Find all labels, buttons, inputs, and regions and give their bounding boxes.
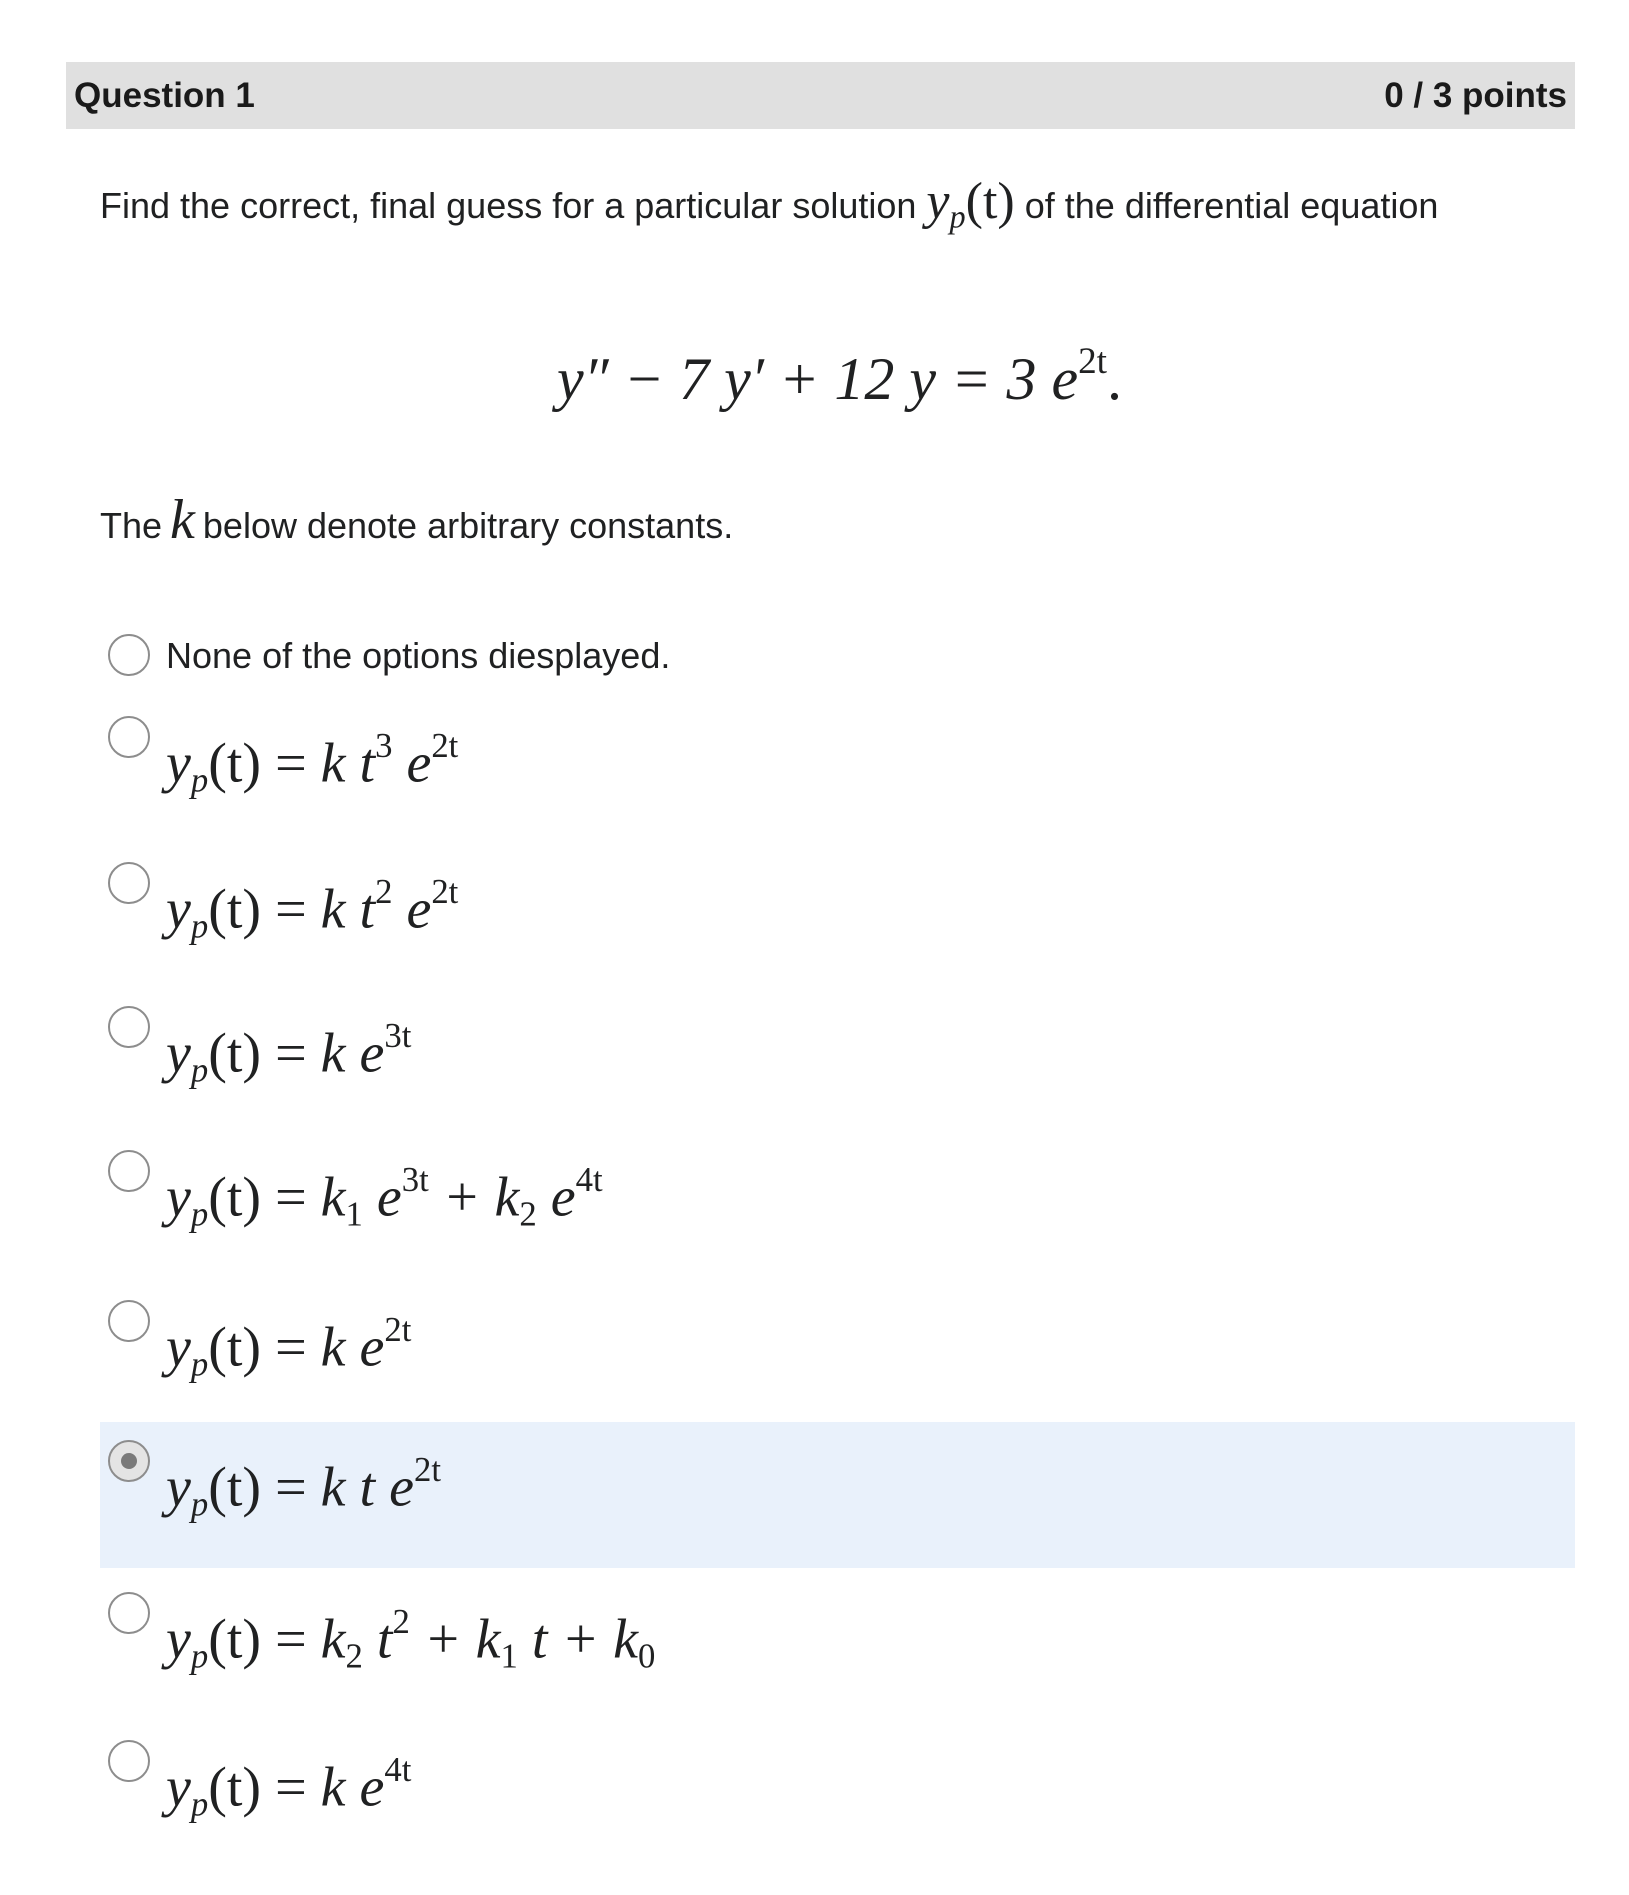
exponent: 2 (392, 1602, 410, 1641)
exponent: 2t (431, 726, 459, 765)
term: k e (320, 1756, 385, 1819)
lhs-y: y (166, 1756, 191, 1819)
term: + k (409, 1608, 501, 1671)
lhs-y: y (166, 1022, 191, 1085)
subscript: 1 (345, 1194, 363, 1234)
equation-exponent: 2t (1078, 341, 1108, 382)
term: e (536, 1166, 576, 1229)
subscript: 2 (519, 1194, 537, 1234)
exponent: 3t (384, 1016, 412, 1055)
option-none[interactable] (100, 634, 1575, 678)
lhs-sub: p (190, 1194, 209, 1234)
term: e (392, 878, 432, 941)
lhs-y: y (166, 1166, 191, 1229)
differential-equation (0, 340, 1629, 414)
lhs-arg: (t) (208, 1456, 262, 1519)
equals-sign: = (261, 1456, 321, 1519)
lhs-sub: p (190, 760, 209, 800)
option-ke2t[interactable] (100, 1300, 1575, 1384)
equals-sign: = (261, 1608, 321, 1671)
yp-arg: (t) (965, 173, 1015, 230)
exponent: 2t (431, 872, 459, 911)
radio-button[interactable] (108, 1740, 150, 1782)
term: + k (428, 1166, 520, 1229)
question-points: 0 / 3 points (1384, 75, 1567, 115)
option-ke3t[interactable] (100, 1006, 1575, 1101)
option-formula (166, 1740, 411, 1835)
note-before: The (100, 505, 163, 546)
radio-button[interactable] (108, 862, 150, 904)
option-k1e3t-k2e4t[interactable] (100, 1150, 1575, 1245)
radio-button[interactable] (108, 634, 150, 676)
lhs-arg: (t) (208, 1316, 262, 1379)
note-after: below denote arbitrary constants. (202, 505, 734, 546)
equals-sign: = (261, 732, 321, 795)
term: k (320, 1608, 346, 1671)
option-label: None of the options diesplayed. (166, 635, 671, 676)
prompt-text-before: Find the correct, final guess for a particular solution (100, 185, 917, 226)
lhs-sub: p (190, 1050, 209, 1090)
option-kte2t[interactable] (100, 1422, 1575, 1568)
lhs-arg: (t) (208, 732, 262, 795)
question-prompt (100, 170, 1560, 249)
term: k e (320, 1022, 385, 1085)
subscript: 0 (638, 1636, 656, 1676)
question-title: Question 1 (74, 75, 255, 115)
equals-sign: = (261, 1316, 321, 1379)
option-ke4t[interactable] (100, 1740, 1575, 1835)
option-formula (166, 1006, 411, 1101)
radio-button[interactable] (108, 1300, 150, 1342)
lhs-arg: (t) (208, 1022, 262, 1085)
constants-note (100, 488, 733, 552)
term: e (362, 1166, 402, 1229)
option-formula (166, 1592, 655, 1687)
radio-button-selected[interactable] (108, 1440, 150, 1482)
subscript: 2 (345, 1636, 363, 1676)
subscript: 1 (500, 1636, 518, 1676)
lhs-y: y (166, 732, 191, 795)
question-header (66, 62, 1575, 129)
exponent: 4t (384, 1750, 412, 1789)
term: k e (320, 1316, 385, 1379)
exponent: 2t (413, 1450, 441, 1489)
lhs-sub: p (190, 1636, 209, 1676)
radio-button[interactable] (108, 1006, 150, 1048)
option-kt2e2t[interactable] (100, 862, 1575, 957)
term: k t e (320, 1456, 414, 1519)
equation-period: . (1107, 346, 1123, 413)
lhs-sub: p (190, 906, 209, 946)
term: t (362, 1608, 393, 1671)
exponent: 4t (575, 1160, 603, 1199)
prompt-text-after: of the differential equation (1024, 185, 1439, 226)
term: t + k (517, 1608, 639, 1671)
prompt-yp-symbol (926, 173, 1015, 235)
note-k-symbol: k (170, 489, 195, 551)
term: k t (320, 878, 376, 941)
radio-button[interactable] (108, 1150, 150, 1192)
equation-body: y″ − 7 y′ + 12 y = 3 e (556, 346, 1079, 413)
radio-button[interactable] (108, 1592, 150, 1634)
option-quadratic[interactable] (100, 1592, 1575, 1687)
yp-y: y (926, 173, 950, 230)
lhs-sub: p (190, 1484, 209, 1524)
exponent: 3t (401, 1160, 429, 1199)
term: e (392, 732, 432, 795)
radio-button[interactable] (108, 716, 150, 758)
option-formula (166, 862, 458, 957)
option-formula (166, 1300, 412, 1384)
equals-sign: = (261, 1166, 321, 1229)
term: k (320, 1166, 346, 1229)
option-kt3e2t[interactable] (100, 716, 1575, 811)
lhs-y: y (166, 1316, 191, 1379)
lhs-sub: p (190, 1784, 209, 1824)
lhs-arg: (t) (208, 1166, 262, 1229)
exponent: 3 (375, 726, 393, 765)
option-formula (166, 716, 458, 811)
equals-sign: = (261, 878, 321, 941)
term: k t (320, 732, 376, 795)
lhs-arg: (t) (208, 878, 262, 941)
lhs-arg: (t) (208, 1756, 262, 1819)
exponent: 2t (384, 1310, 412, 1349)
equals-sign: = (261, 1756, 321, 1819)
lhs-y: y (166, 878, 191, 941)
exponent: 2 (375, 872, 393, 911)
equals-sign: = (261, 1022, 321, 1085)
lhs-y: y (166, 1456, 191, 1519)
lhs-sub: p (190, 1344, 209, 1384)
lhs-y: y (166, 1608, 191, 1671)
option-formula (166, 1150, 603, 1245)
yp-sub: p (949, 198, 966, 235)
option-formula (166, 1440, 441, 1535)
lhs-arg: (t) (208, 1608, 262, 1671)
